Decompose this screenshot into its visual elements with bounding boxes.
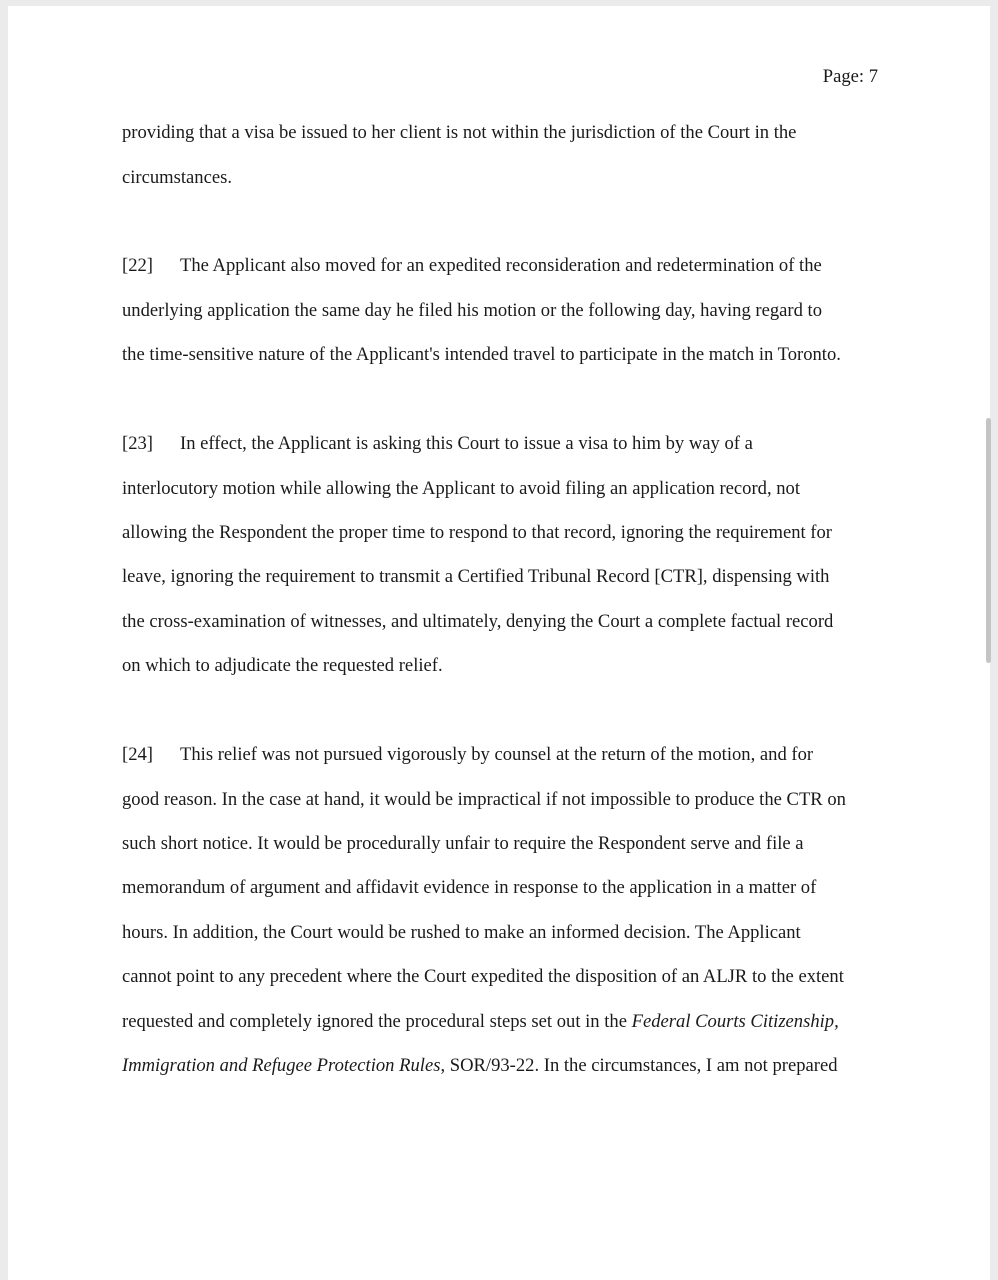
vertical-scrollbar[interactable] <box>986 418 991 663</box>
text-line: This relief was not pursued vigorously by counsel at the return of the motion, and for <box>180 744 814 765</box>
text-line <box>122 1055 838 1077</box>
text-line: the cross-examination of witnesses, and ultimately, denying the Court a complete factual record <box>122 611 834 632</box>
page-number: Page: 7 <box>822 66 878 87</box>
text-line: circumstances. <box>122 167 232 188</box>
text-line: such short notice. It would be procedurally unfair to require the Respondent serve and file a <box>122 833 804 854</box>
paragraph-22-first-line <box>122 255 822 277</box>
text-line: good reason. In the case at hand, it would be impractical if not impossible to produce the CTR on <box>122 789 846 810</box>
text-line: interlocutory motion while allowing the Applicant to avoid filing an application record, not <box>122 478 800 499</box>
text-segment: , SOR/93-22. In the circumstances, I am not prepared <box>440 1055 838 1076</box>
text-line: hours. In addition, the Court would be rushed to make an informed decision. The Applicant <box>122 922 801 943</box>
text-line: providing that a visa be issued to her client is not within the jurisdiction of the Court in the <box>122 122 797 143</box>
text-line: memorandum of argument and affidavit evidence in response to the application in a matter of <box>122 877 817 898</box>
document-page <box>8 6 990 1280</box>
text-line: on which to adjudicate the requested relief. <box>122 655 443 676</box>
paragraph-number: [22] <box>122 255 153 276</box>
text-line: leave, ignoring the requirement to transmit a Certified Tribunal Record [CTR], dispensing with <box>122 566 830 587</box>
text-line: In effect, the Applicant is asking this Court to issue a visa to him by way of a <box>180 433 753 454</box>
rules-title-italic: Immigration and Refugee Protection Rules <box>122 1055 441 1076</box>
rules-title-italic: Federal Courts Citizenship, <box>631 1011 839 1032</box>
text-line: the time-sensitive nature of the Applicant's intended travel to participate in the match in Toronto. <box>122 344 841 365</box>
text-segment: requested and completely ignored the procedural steps set out in the <box>122 1011 632 1032</box>
text-line: cannot point to any precedent where the Court expedited the disposition of an ALJR to the extent <box>122 966 844 987</box>
text-line: allowing the Respondent the proper time to respond to that record, ignoring the requirement for <box>122 522 832 543</box>
text-line: underlying application the same day he filed his motion or the following day, having regard to <box>122 300 823 321</box>
text-line <box>122 1011 839 1033</box>
paragraph-24-first-line <box>122 744 813 766</box>
paragraph-number: [24] <box>122 744 153 765</box>
paragraph-23-first-line <box>122 433 753 455</box>
paragraph-number: [23] <box>122 433 153 454</box>
text-line: The Applicant also moved for an expedited reconsideration and redetermination of the <box>180 255 822 276</box>
